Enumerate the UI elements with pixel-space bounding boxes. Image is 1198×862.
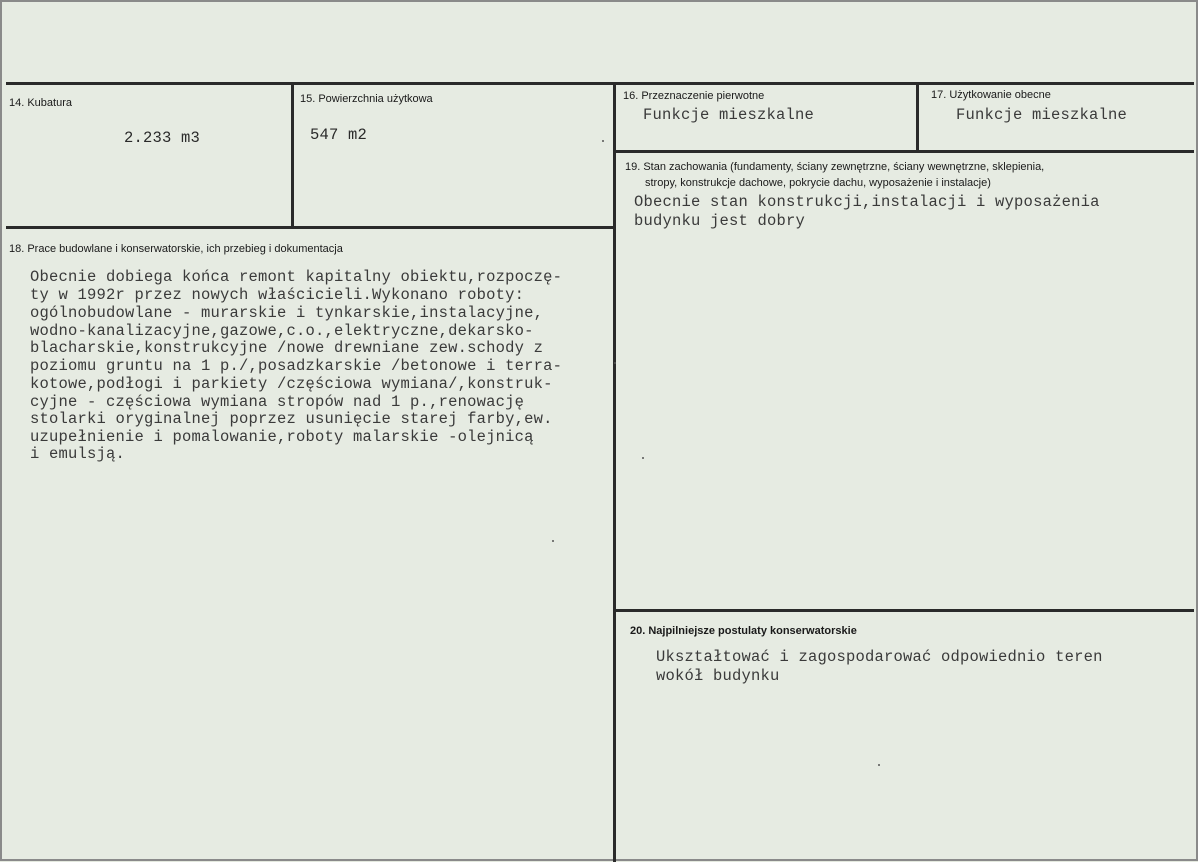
field-18-line-5: blacharskie,konstrukcyjne /nowe drewniane zew.schody z — [30, 339, 544, 357]
field-18-line-1: Obecnie dobiega końca remont kapitalny obiektu,rozpoczę- — [30, 268, 563, 286]
field-19-label-line1: 19. Stan zachowania (fundamenty, ściany zewnętrzne, ściany wewnętrzne, sklepienia, — [625, 161, 1045, 173]
rule-under-14-15 — [6, 226, 616, 229]
field-18-line-7: kotowe,podłogi i parkiety /częściowa wymiana/,konstruk- — [30, 375, 553, 393]
field-18-line-6: poziomu gruntu na 1 p./,posadzkarskie /betonowe i terra- — [30, 357, 563, 375]
field-15-label: 15. Powierzchnia użytkowa — [300, 93, 433, 105]
top-rule — [6, 82, 1194, 85]
field-19-line-1: Obecnie stan konstrukcji,instalacji i wyposażenia — [634, 193, 1100, 211]
field-15-value: 547 m2 — [310, 126, 368, 144]
field-16-value: Funkcje mieszkalne — [643, 106, 815, 124]
paper-speck — [642, 457, 644, 459]
field-14-value: 2.233 m3 — [124, 129, 201, 147]
field-18-line-11: i emulsją. — [30, 445, 126, 463]
field-18-line-2: ty w 1992r przez nowych właścicieli.Wykonano roboty: — [30, 286, 525, 304]
field-20-label: 20. Najpilniejsze postulaty konserwatorskie — [630, 625, 857, 637]
field-18-line-9: stolarki oryginalnej poprzez usunięcie starej farby,ew. — [30, 410, 553, 428]
center-divider — [613, 82, 616, 862]
paper-speck — [602, 140, 604, 142]
field-17-value: Funkcje mieszkalne — [956, 106, 1128, 124]
rule-under-16-17 — [613, 150, 1194, 153]
divider-16-17 — [916, 82, 919, 152]
paper-speck — [552, 540, 554, 542]
divider-14-15 — [291, 82, 294, 228]
field-20-line-2: wokół budynku — [656, 667, 780, 685]
field-16-label: 16. Przeznaczenie pierwotne — [623, 90, 765, 102]
paper-speck — [878, 764, 880, 766]
field-18-label: 18. Prace budowlane i konserwatorskie, ich przebieg i dokumentacja — [9, 243, 343, 255]
field-18-line-3: ogólnobudowlane - murarskie i tynkarskie,instalacyjne, — [30, 304, 544, 322]
field-17-label: 17. Użytkowanie obecne — [931, 89, 1051, 101]
field-20-line-1: Ukształtować i zagospodarować odpowiednio teren — [656, 648, 1103, 666]
rule-above-20 — [613, 609, 1194, 612]
field-19-line-2: budynku jest dobry — [634, 212, 806, 230]
field-18-line-10: uzupełnienie i pomalowanie,roboty malarskie -olejnicą — [30, 428, 534, 446]
field-18-line-8: cyjne - częściowa wymiana stropów nad 1 p.,renowację — [30, 393, 525, 411]
field-14-label: 14. Kubatura — [9, 97, 72, 109]
field-18-line-4: wodno-kanalizacyjne,gazowe,c.o.,elektryczne,dekarsko- — [30, 322, 534, 340]
field-19-label-line2: stropy, konstrukcje dachowe, pokrycie dachu, wyposażenie i instalacje) — [645, 177, 991, 189]
paper-speck — [614, 362, 616, 364]
